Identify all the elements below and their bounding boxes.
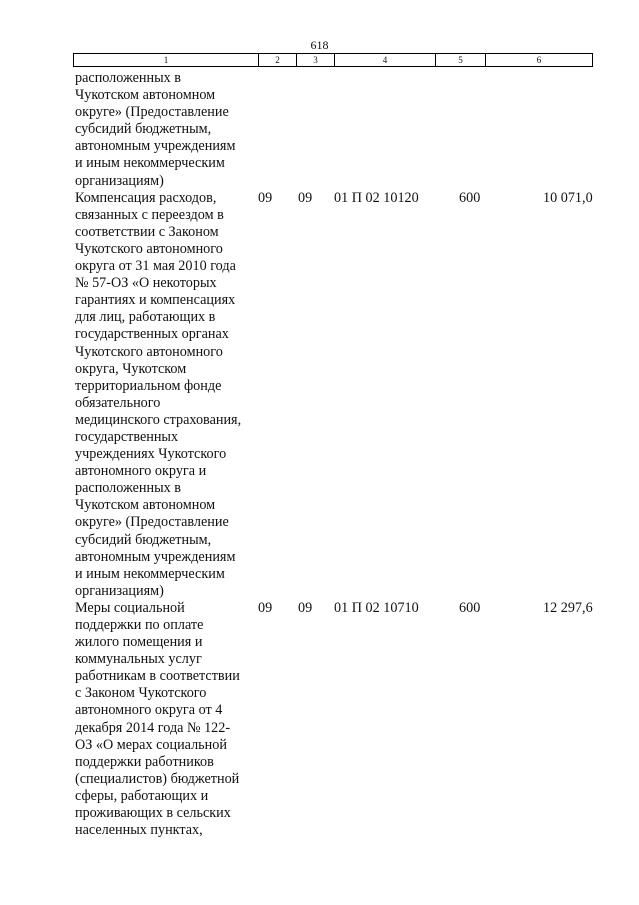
row-expense-type: 600 xyxy=(459,189,481,206)
header-col-6: 6 xyxy=(536,55,542,65)
page-number: 618 xyxy=(310,38,329,52)
header-col-4: 4 xyxy=(335,54,436,66)
header-col-1: 1 xyxy=(74,54,259,66)
table-row xyxy=(75,70,635,190)
table-body xyxy=(75,70,635,839)
row-expense-type: 600 xyxy=(459,599,481,616)
table-row xyxy=(75,600,635,839)
row-section: 09 xyxy=(258,189,273,206)
row-amount: 12 297,6 xyxy=(543,599,593,616)
header-col-5: 5 xyxy=(436,54,486,66)
header-col-2: 2 xyxy=(259,54,297,66)
row-description: Компенсация расходов, связанных с переездом в соответствии с Законом Чукотского автономного округа от 31 мая 2010 года № 57-ОЗ «О некоторых гарантиях и компенсациях для лиц, работающих в государственных органах Чукотского автономного округа, Чукотском территориальном фонде обязательного медицинского страхования, государственных учреждениях Чукотского автономного округа и расположенных в Чукотском автономном округе» (Предоставление субсидий бюджетным, автономным учреждениям и иным некоммерческим организациям) xyxy=(75,189,242,599)
table-row xyxy=(75,190,635,600)
row-target-code: 01 П 02 10120 xyxy=(334,189,419,206)
row-description: расположенных в Чукотском автономном округе» (Предоставление субсидий бюджетным, автономным учреждениям и иным некоммерческим организациям) xyxy=(75,70,236,189)
row-amount: 10 071,0 xyxy=(543,189,593,206)
row-target-code: 01 П 02 10710 xyxy=(334,599,419,616)
row-subsection: 09 xyxy=(298,189,313,206)
header-col-3: 3 xyxy=(297,54,335,66)
table-header xyxy=(73,53,593,67)
row-subsection: 09 xyxy=(298,599,313,616)
row-description: Меры социальной поддержки по оплате жилого помещения и коммунальных услуг работникам в соответствии с Законом Чукотского автономного округа от 4 декабря 2014 года № 122- ОЗ «О мерах социальной поддержки работников (специалистов) бюджетной сферы, работающих и проживающих в сельских населенных пунктах, xyxy=(75,599,240,839)
row-section: 09 xyxy=(258,599,273,616)
